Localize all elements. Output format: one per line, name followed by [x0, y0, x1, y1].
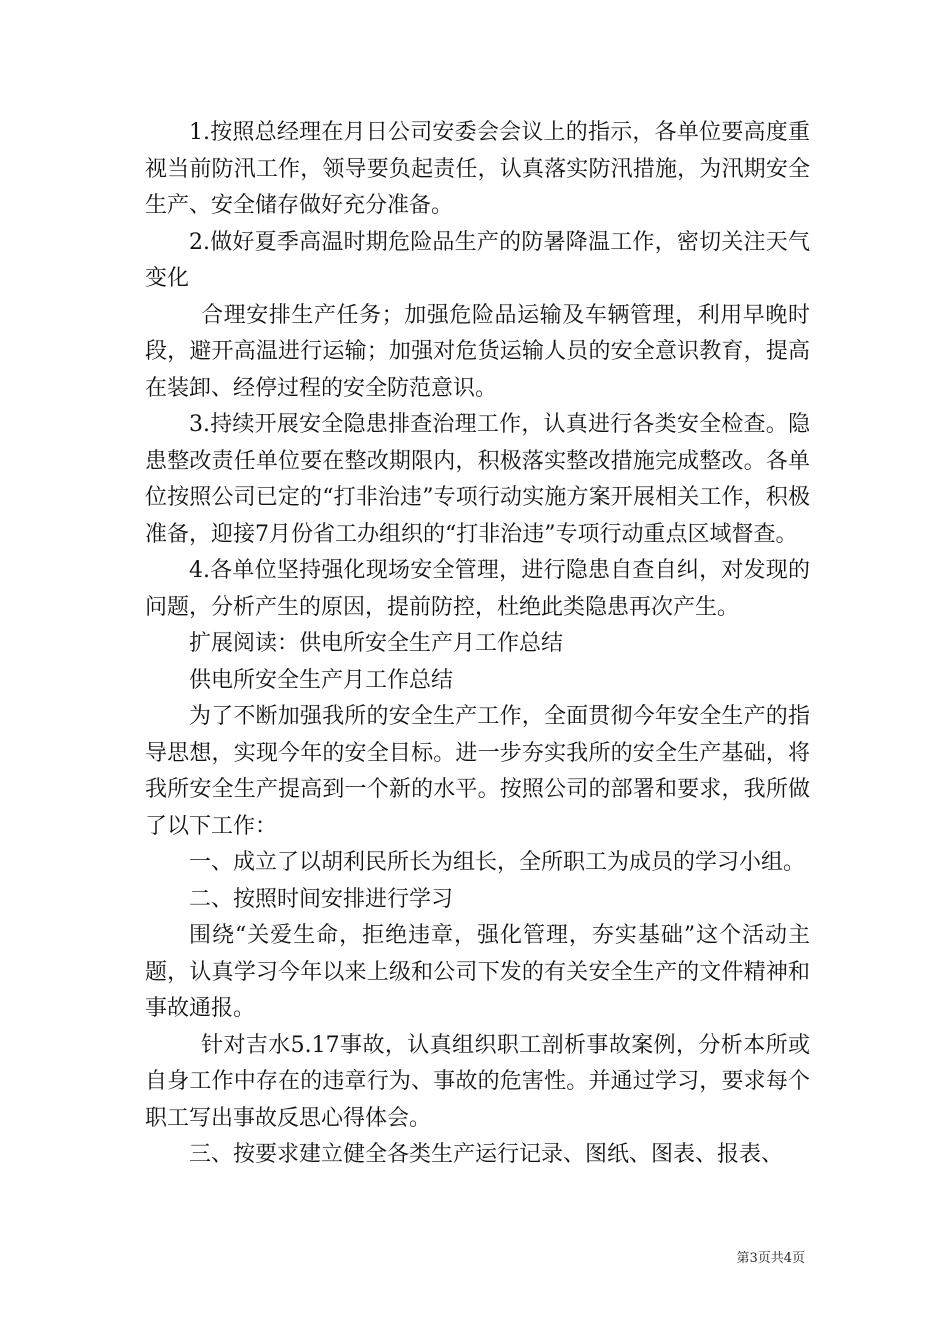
paragraph-item-3: 三、按要求建立健全各类生产运行记录、图纸、图表、报表、: [189, 1142, 784, 1167]
paragraph-extended-reading: 扩展阅读：供电所安全生产月工作总结: [189, 631, 564, 656]
paragraph-3: 合理安排生产任务；加强危险品运输及车辆管理，利用早晚时段，避开高温进行运输；加强对危货运输人员的安全意识教育，提高在装卸、经停过程的安全防范意识。: [145, 302, 810, 401]
paragraph-item-2: 二、按照时间安排进行学习: [189, 886, 454, 912]
paragraph-1: 1.按照总经理在月日公司安委会会议上的指示，各单位要高度重视当前防汛工作，领导要负起责任，认真落实防汛措施，为汛期安全生产、安全储存做好充分准备。: [145, 120, 810, 218]
paragraph-4: 3.持续开展安全隐患排查治理工作，认真进行各类安全检查。隐患整改责任单位要在整改期限内，积极落实整改措施完成整改。各单位按照公司已定的“打非治违”专项行动实施方案开展相关工作，积极准备，迎接7月份省工办组织的“打非治违”专项行动重点区域督查。: [145, 412, 810, 547]
paragraph-theme: 围绕“关爱生命，拒绝违章，强化管理，夯实基础”这个活动主题，认真学习今年以来上级和公司下发的有关安全生产的文件精神和事故通报。: [145, 923, 810, 1021]
paragraph-item-1: 一、成立了以胡利民所长为组长，全所职工为成员的学习小组。: [189, 850, 806, 875]
paragraph-accident: 针对吉水5.17事故，认真组织职工剖析事故案例，分析本所或自身工作中存在的违章行为、事故的危害性。并通过学习，要求每个职工写出事故反思心得体会。: [145, 1032, 810, 1131]
paragraph-section-title: 供电所安全生产月工作总结: [189, 667, 454, 693]
paragraph-5: 4.各单位坚持强化现场安全管理，进行隐患自查自纠，对发现的问题，分析产生的原因，提前防控，杜绝此类隐患再次产生。: [145, 558, 810, 620]
paragraph-intro: 为了不断加强我所的安全生产工作，全面贯彻今年安全生产的指导思想，实现今年的安全目标。进一步夯实我所的安全生产基础，将我所安全生产提高到一个新的水平。按照公司的部署和要求，我所做了以下工作：: [145, 704, 810, 839]
paragraph-2: 2.做好夏季高温时期危险品生产的防暑降温工作，密切关注天气变化: [145, 229, 810, 291]
document-body: [145, 115, 810, 1174]
page-number-footer: 第3页共4页: [736, 1251, 805, 1266]
